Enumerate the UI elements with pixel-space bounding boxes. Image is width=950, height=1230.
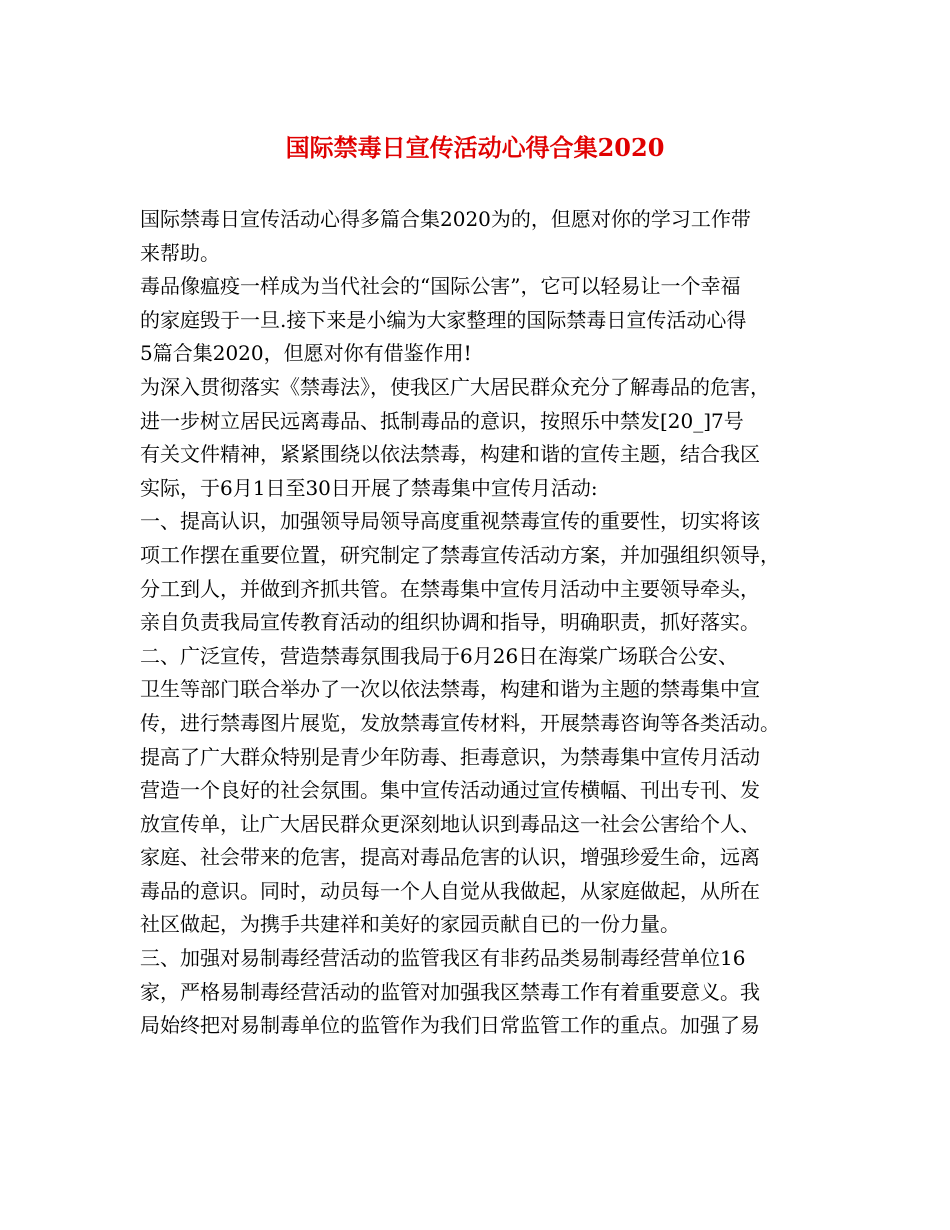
text-line: 三、加强对易制毒经营活动的监管我区有非药品类易制毒经营单位16 (140, 946, 746, 971)
text-line: 二、广泛宣传，营造禁毒氛围我局于6月26日在海棠广场联合公安、 (140, 643, 739, 668)
text-line: 营造一个良好的社会氛围。集中宣传活动通过宣传横幅、刊出专刊、发 (140, 778, 760, 803)
document-body (140, 203, 830, 1043)
text-line: 5篇合集2020，但愿对你有借鉴作用! (140, 341, 472, 366)
text-line: 一、提高认识，加强领导局领导高度重视禁毒宣传的重要性，切实将该 (140, 509, 760, 534)
text-line: 实际，于6月1日至30日开展了禁毒集中宣传月活动: (140, 475, 598, 500)
text-line: 为深入贯彻落实《禁毒法》，使我区广大居民群众充分了解毒品的危害， (140, 374, 770, 399)
text-line: 局始终把对易制毒单位的监管作为我们日常监管工作的重点。加强了易 (140, 1013, 760, 1038)
text-line: 的家庭毁于一旦.接下来是小编为大家整理的国际禁毒日宣传活动心得 (140, 307, 747, 332)
text-line: 进一步树立居民远离毒品、抵制毒品的意识，按照乐中禁发[20_]7号 (140, 408, 744, 433)
text-line: 家，严格易制毒经营活动的监管对加强我区禁毒工作有着重要意义。我 (140, 979, 760, 1004)
text-line: 分工到人，并做到齐抓共管。在禁毒集中宣传月活动中主要领导牵头， (140, 576, 760, 601)
text-line: 有关文件精神，紧紧围绕以依法禁毒，构建和谐的宣传主题，结合我区 (140, 442, 760, 467)
text-line: 亲自负责我局宣传教育活动的组织协调和指导，明确职责，抓好落实。 (140, 610, 760, 635)
text-line: 提高了广大群众特别是青少年防毒、拒毒意识，为禁毒集中宣传月活动 (140, 744, 760, 769)
text-line: 来帮助。 (140, 240, 220, 265)
document-title: 国际禁毒日宣传活动心得合集2020 (285, 133, 665, 162)
text-line: 家庭、社会带来的危害，提高对毒品危害的认识，增强珍爱生命，远离 (140, 845, 760, 870)
text-line: 毒品的意识。同时，动员每一个人自觉从我做起，从家庭做起，从所在 (140, 878, 760, 903)
text-line: 传，进行禁毒图片展览，发放禁毒宣传材料，开展禁毒咨询等各类活动。 (140, 710, 780, 735)
text-line: 项工作摆在重要位置，研究制定了禁毒宣传活动方案，并加强组织领导， (140, 542, 780, 567)
text-line: 社区做起，为携手共建祥和美好的家园贡献自已的一份力量。 (140, 912, 680, 937)
text-line: 毒品像瘟疫一样成为当代社会的“国际公害”，它可以轻易让一个幸福 (140, 274, 741, 299)
text-line: 国际禁毒日宣传活动心得多篇合集2020为的，但愿对你的学习工作带 (140, 207, 751, 231)
text-line: 卫生等部门联合举办了一次以依法禁毒，构建和谐为主题的禁毒集中宣 (140, 677, 760, 702)
text-line: 放宣传单，让广大居民群众更深刻地认识到毒品这一社会公害给个人、 (140, 811, 760, 836)
